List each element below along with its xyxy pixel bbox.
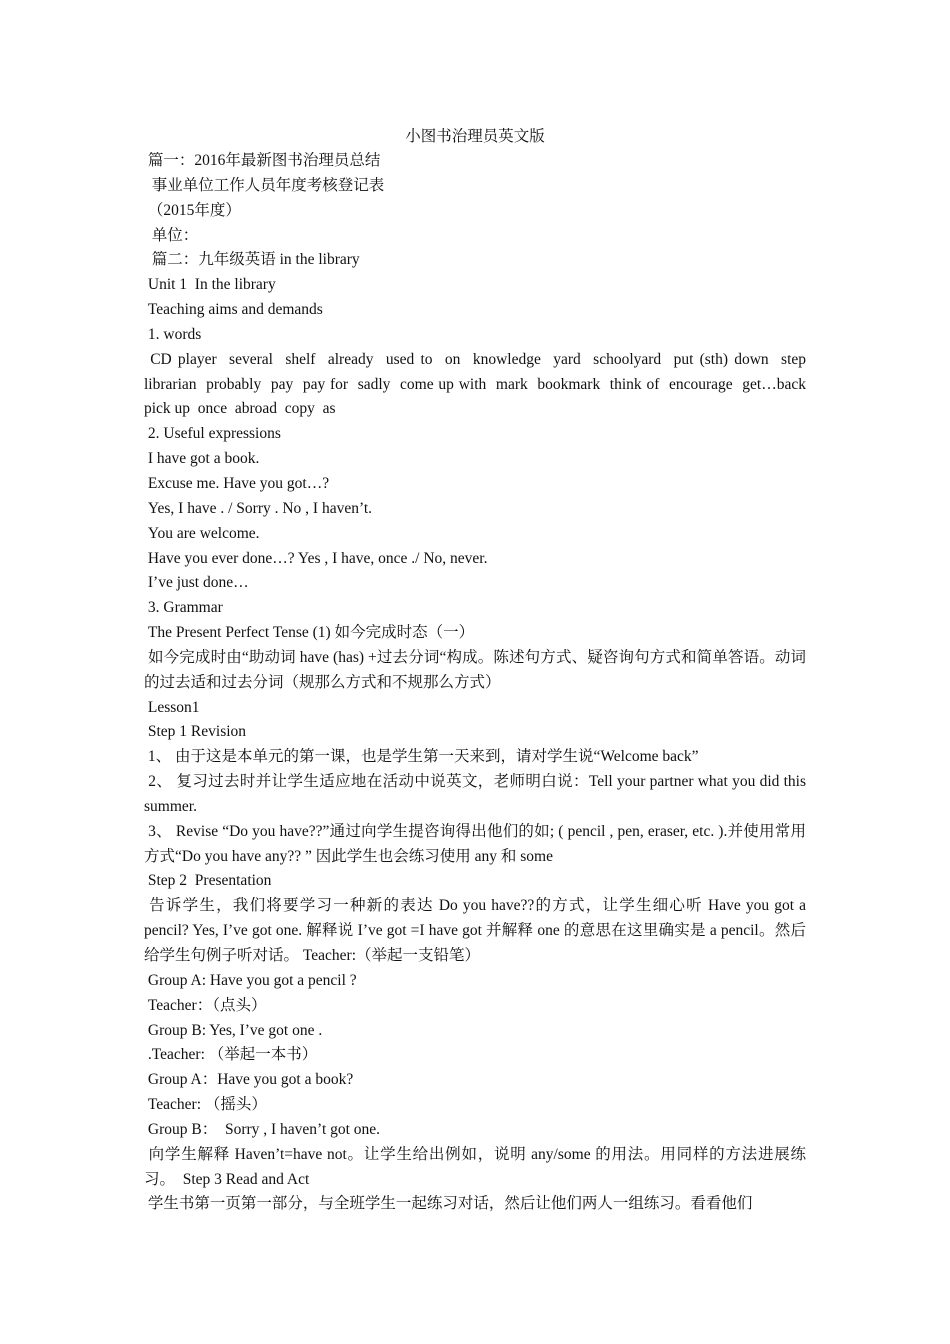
paragraph: 如今完成时由“助动词 have (has) +过去分词“构成。陈述句方式、疑咨询句方式和简单答语。动词的过去适和过去分词（规那么方式和不规那么方式） — [144, 648, 807, 691]
paragraph: Group A：Have you got a book? — [144, 1071, 354, 1089]
paragraph: Lesson1 — [144, 698, 200, 716]
paragraph: I’ve just done… — [144, 574, 249, 592]
paragraph: Step 1 Revision — [144, 723, 247, 741]
paragraph: 向学生解释 Haven’t=have not。让学生给出例如，说明 any/some 的用法。用同样的方法进展练习。 Step 3 Read and Act — [144, 1145, 807, 1188]
paragraph: Group A: Have you got a pencil ? — [144, 971, 357, 989]
paragraph: 篇一：2016年最新图书治理员总结 — [144, 152, 381, 169]
document-body — [144, 149, 814, 1217]
paragraph: I have got a book. — [144, 450, 260, 468]
paragraph: Teacher: （摇头） — [144, 1096, 267, 1114]
paragraph: Have you ever done…? Yes , I have, once ./ No, never. — [144, 549, 488, 567]
paragraph: 1、 由于这是本单元的第一课，也是学生第一天来到，请对学生说“Welcome back” — [144, 748, 699, 766]
paragraph: 告诉学生，我们将要学习一种新的表达 Do you have??的方式，让学生细心听 Have you got a pencil? Yes, I’ve got one. 解释说 I’ve got =I have got 并解释 one 的意思在这里确实是 a pencil。然后给学生句例子听对话。 Teacher:（举起一支铅笔） — [144, 897, 810, 964]
paragraph: 2. Useful expressions — [144, 425, 281, 443]
paragraph: Teacher：（点头） — [144, 996, 267, 1014]
paragraph: You are welcome. — [144, 524, 260, 542]
paragraph: Excuse me. Have you got…? — [144, 474, 330, 492]
paragraph: .Teacher: （举起一本书） — [144, 1046, 318, 1064]
paragraph: 2、 复习过去时并让学生适应地在活动中说英文，老师明白说：Tell your partner what you did this summer. — [144, 773, 810, 815]
paragraph: 学生书第一页第一部分，与全班学生一起练习对话，然后让他们两人一组练习。看看他们 — [144, 1195, 753, 1213]
paragraph: 单位： — [144, 226, 199, 244]
document-title: 小图书治理员英文版 — [405, 128, 545, 145]
paragraph: 3. Grammar — [144, 599, 223, 617]
paragraph: Group B: Yes, I’ve got one . — [144, 1021, 323, 1039]
paragraph: The Present Perfect Tense (1) 如今完成时态（一） — [144, 624, 475, 642]
paragraph: （2015年度） — [144, 201, 241, 219]
paragraph: 篇二：九年级英语 in the library — [144, 251, 360, 269]
paragraph: Unit 1 In the library — [144, 276, 276, 294]
paragraph: Step 2 Presentation — [144, 872, 272, 890]
paragraph: 1. words — [144, 325, 202, 343]
paragraph: Teaching aims and demands — [144, 301, 323, 319]
paragraph: 事业单位工作人员年度考核登记表 — [144, 176, 385, 194]
paragraph: Yes, I have . / Sorry . No , I haven’t. — [144, 499, 373, 517]
paragraph: 3、 Revise “Do you have??”通过向学生提咨询得出他们的如; ( pencil , pen, eraser, etc. ).并使用常用方式“Do you have any?? ” 因此学生也会练习使用 any 和 some — [144, 822, 806, 865]
paragraph: CD player several shelf already used to on knowledge yard schoolyard put (sth) down step librarian probably pay pay for sadly come up with mark bookmark think of encourage get…back pick up once abroad copy as — [144, 350, 814, 418]
paragraph: Group B： Sorry , I haven’t got one. — [144, 1120, 381, 1138]
